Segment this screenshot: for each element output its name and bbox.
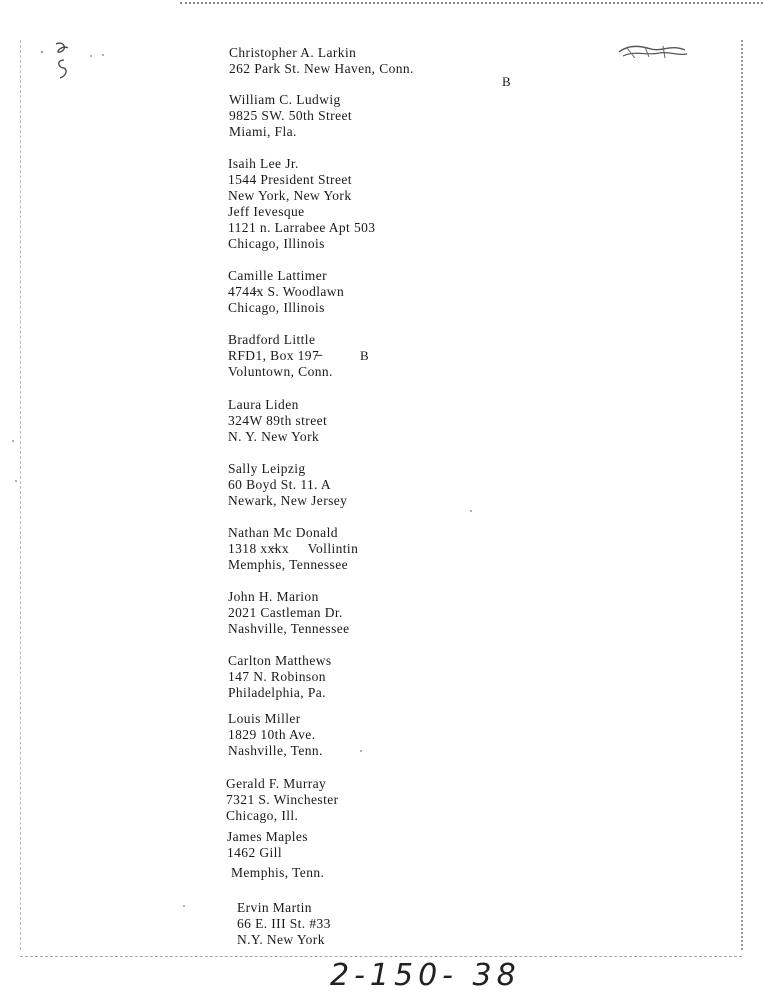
entry-line: Christopher A. Larkin (229, 45, 357, 60)
paper-speck (12, 440, 14, 442)
entry-line: Philadelphia, Pa. (228, 685, 326, 700)
entry-line: 1462 Gill (227, 845, 282, 860)
paper-speck (102, 54, 104, 56)
entry-line: 9825 SW. 50th Street (229, 108, 353, 123)
entry-line: N. Y. New York (228, 429, 320, 444)
address-entry (229, 92, 352, 140)
entry-line: 147 N. Robinson (228, 669, 326, 684)
handwritten-document-number: 2-150- 38 (330, 958, 521, 993)
entry-line: N.Y. New York (237, 932, 325, 947)
top-edge-rule (180, 2, 763, 4)
entry-line: 60 Boyd St. 11. A (228, 477, 332, 492)
paper-speck (15, 480, 17, 482)
entry-line: Chicago, Ill. (226, 808, 299, 823)
entry-line: Voluntown, Conn. (228, 364, 333, 379)
initials-scribble-mark (615, 40, 690, 64)
address-entry (228, 268, 344, 316)
entry-line: John H. Marion (228, 589, 319, 604)
entry-line: Jeff Ievesque (228, 204, 305, 219)
left-margin-line (20, 40, 21, 950)
entry-line: 2021 Castleman Dr. (228, 605, 343, 620)
entry-line: 1121 n. Larrabee Apt 503 (228, 220, 376, 235)
entry-line: Newark, New Jersey (228, 493, 348, 508)
entry-line: Ervin Martin (237, 900, 312, 915)
entry-line: Camille Lattimer (228, 268, 327, 283)
paper-speck (90, 55, 92, 57)
entry-line: Memphis, Tenn. (231, 865, 325, 880)
entry-line: William C. Ludwig (229, 92, 341, 107)
address-entry (228, 711, 323, 759)
paper-speck (470, 510, 472, 512)
entry-line: 1829 10th Ave. (228, 727, 316, 742)
entry-line: Laura Liden (228, 397, 299, 412)
entry-line: Chicago, Illinois (228, 236, 325, 251)
entry-line: New York, New York (228, 188, 352, 203)
address-entry (228, 589, 350, 637)
entry-line: 4744̶x S. Woodlawn (228, 284, 345, 299)
entry-line: 1544 President Street (228, 172, 352, 187)
right-margin-line (741, 40, 743, 950)
entry-line: 262 Park St. New Haven, Conn. (229, 61, 414, 76)
entry-line: Memphis, Tennessee (228, 557, 348, 572)
address-entry (228, 397, 327, 445)
address-entry (228, 461, 347, 509)
address-entry (231, 865, 324, 881)
entry-line: 66 E. III St. #33 (237, 916, 331, 931)
address-entry (237, 900, 331, 948)
address-entry (228, 332, 333, 380)
address-entry (229, 45, 414, 77)
entry-line: Miami, Fla. (229, 124, 297, 139)
side-letter-mark: B (360, 348, 370, 363)
entry-line: RFD1, Box 197̶̶ (228, 348, 320, 363)
address-entry (226, 776, 339, 824)
entry-line: Bradford Little (228, 332, 316, 347)
entry-line: Nashville, Tenn. (228, 743, 323, 758)
entry-line: Chicago, Illinois (228, 300, 325, 315)
entry-line: Sally Leipzig (228, 461, 306, 476)
entry-line: Carlton Matthews (228, 653, 332, 668)
entry-line: Nashville, Tennessee (228, 621, 350, 636)
address-entry (227, 829, 308, 861)
paper-speck (183, 905, 185, 907)
handwritten-corner-mark (38, 38, 78, 82)
entry-line: Louis Miller (228, 711, 301, 726)
entry-line: James Maples (227, 829, 308, 844)
entry-line: 7321 S. Winchester (226, 792, 339, 807)
entry-line: Nathan Mc Donald (228, 525, 338, 540)
entry-line: Isaih Lee Jr. (228, 156, 299, 171)
address-entry (228, 653, 332, 701)
side-letter-mark: B (502, 74, 512, 89)
address-entry (228, 525, 358, 573)
paper-speck (360, 750, 362, 752)
address-entry (228, 156, 375, 252)
entry-line: 1318 xx̶kx Vollintin (228, 541, 359, 556)
entry-line: 324W 89th street (228, 413, 328, 428)
bottom-edge-rule (20, 956, 742, 957)
entry-line: Gerald F. Murray (226, 776, 327, 791)
